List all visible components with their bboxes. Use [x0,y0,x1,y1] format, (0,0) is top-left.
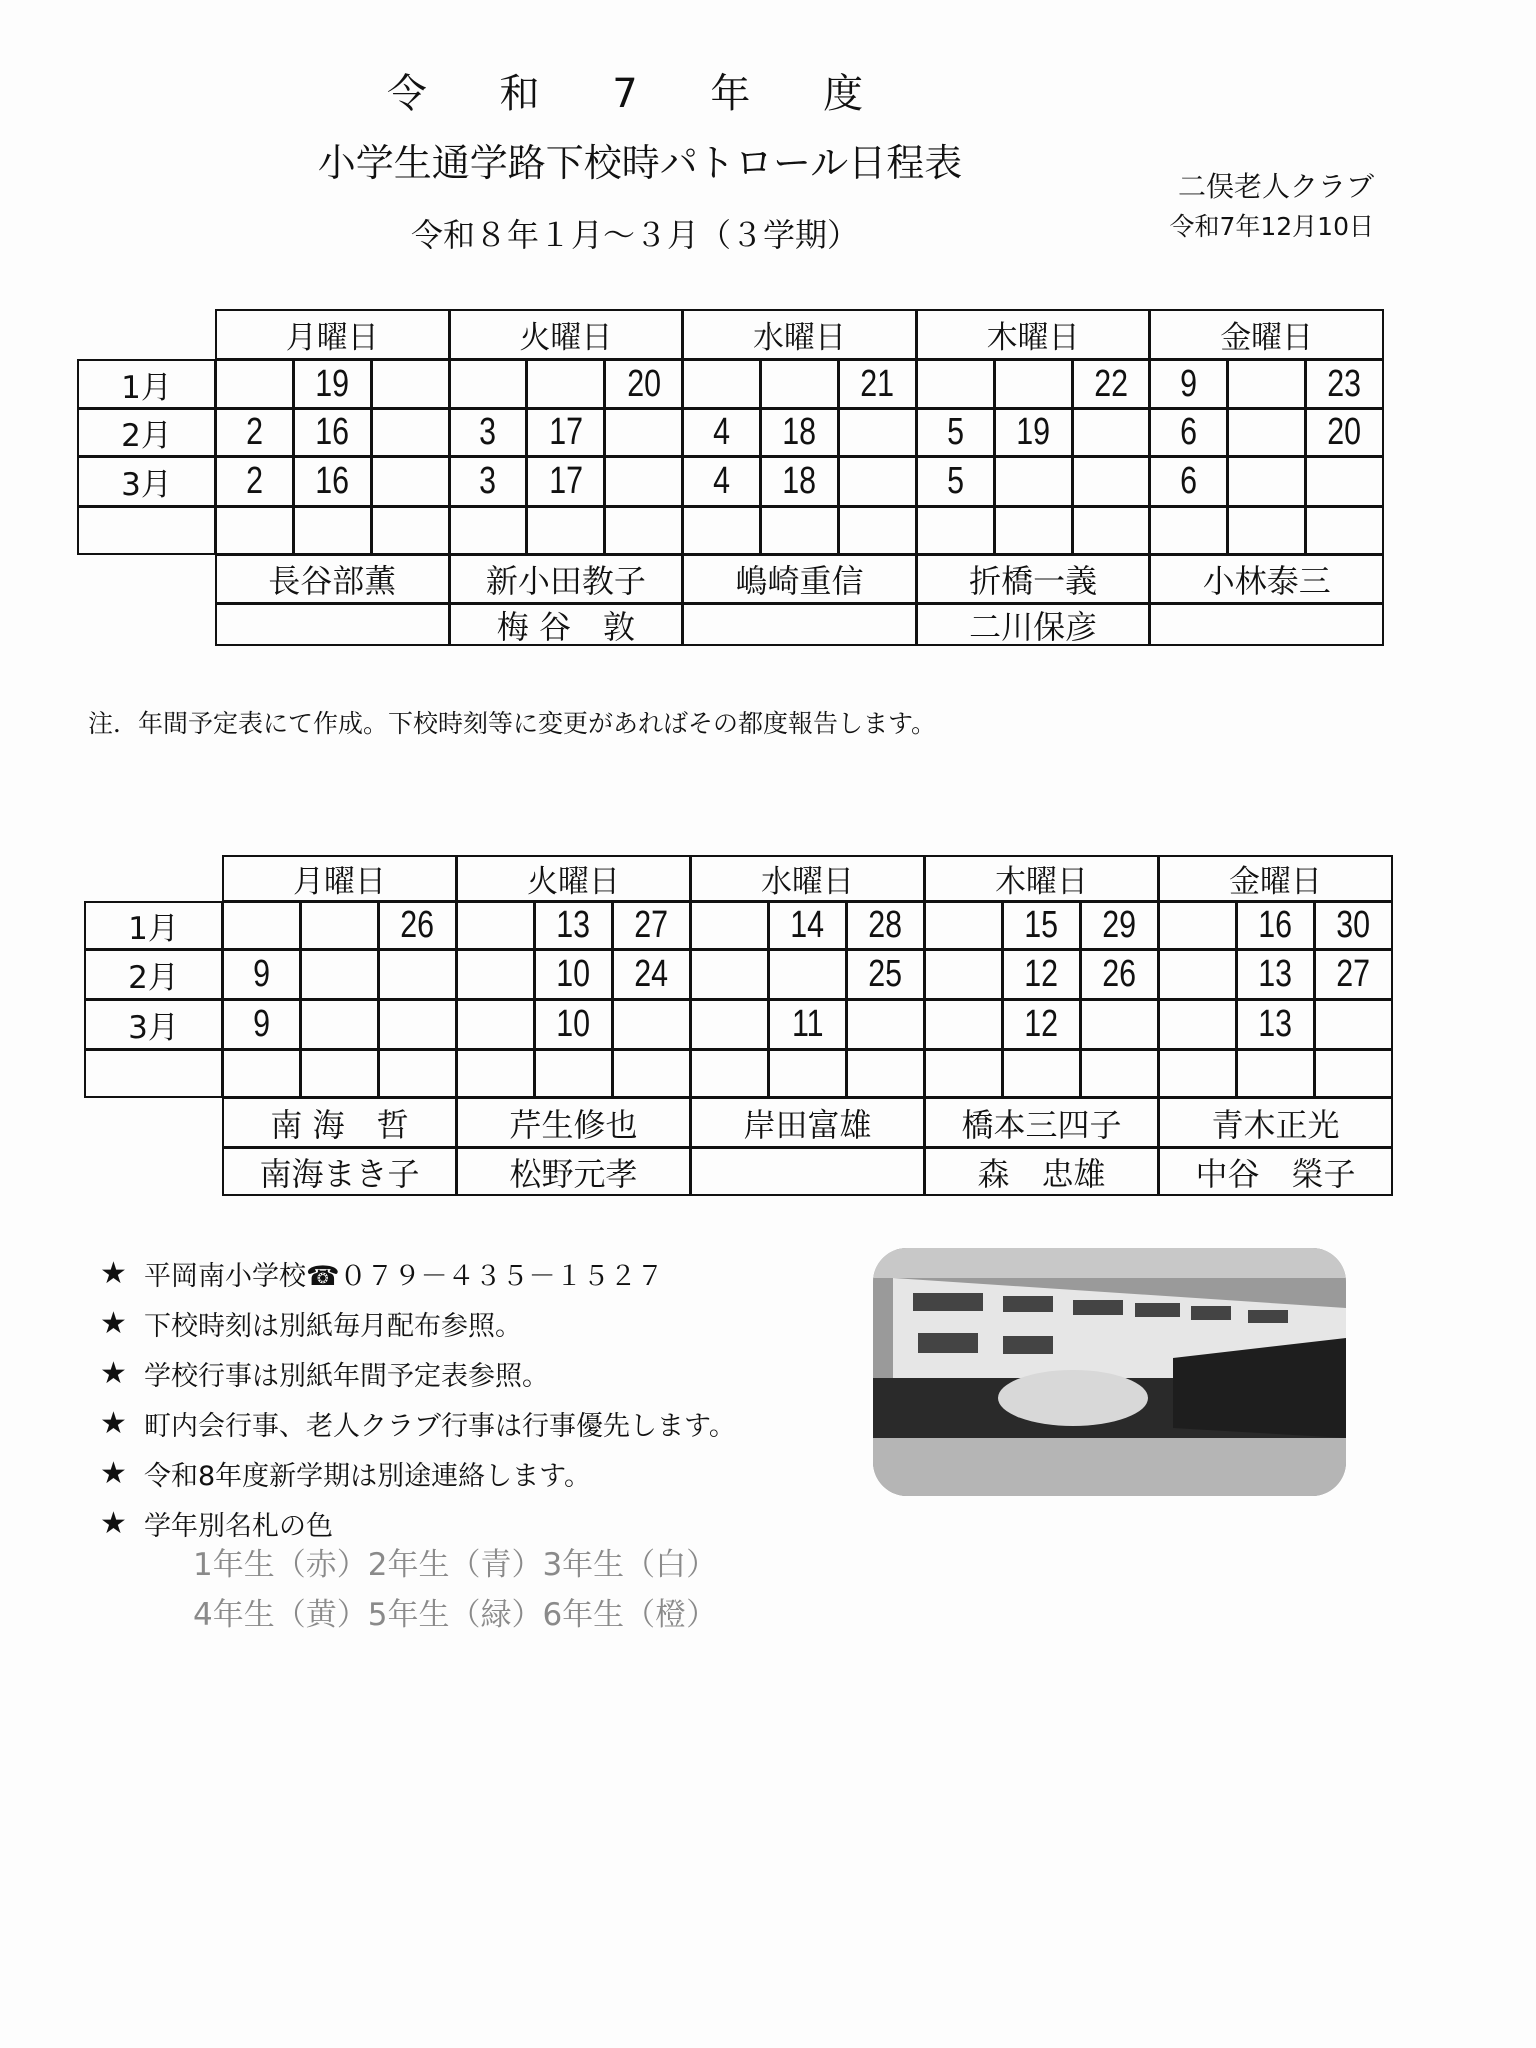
school-building-photo [873,1248,1346,1496]
date-cell [1314,949,1393,1000]
date-cell [768,999,847,1050]
star-icon: ★ [100,1455,127,1491]
patrol-date: 5 [946,411,964,453]
patroller-name: 松野元孝 [456,1147,691,1196]
patroller-name: 南 海 哲 [222,1097,457,1148]
date-cell [526,456,605,507]
document-subtitle: 小学生通学路下校時パトロール日程表 [317,141,963,185]
table-corner [84,855,223,902]
month-label: 1月 [77,359,216,409]
date-cell [1149,359,1228,409]
patrol-date: 15 [1024,904,1059,946]
patrol-schedule-table-1 [78,310,1384,646]
star-icon: ★ [100,1355,127,1391]
date-cell [604,506,683,555]
patrol-date: 29 [1102,904,1137,946]
date-cell [215,456,294,507]
weekday-header: 木曜日 [924,855,1159,902]
patroller-name: 二川保彦 [916,603,1151,646]
weekday-header: 木曜日 [916,309,1151,360]
date-cell [994,506,1073,555]
date-cell [846,949,925,1000]
patrol-date: 10 [556,1003,591,1045]
date-cell [682,408,761,457]
date-cell [916,408,995,457]
weekday-header: 水曜日 [690,855,925,902]
star-icon: ★ [100,1305,127,1341]
patrol-date: 9 [1180,362,1198,405]
date-cell [1149,408,1228,457]
patrol-date: 13 [1258,953,1293,995]
patrol-date: 19 [315,362,350,405]
date-cell [1072,359,1151,409]
patrol-date: 18 [782,460,817,502]
date-cell [612,1049,691,1098]
date-cell [1314,999,1393,1050]
patrol-date: 23 [1327,362,1362,405]
grade-color-list [193,1540,717,1640]
date-cell [526,408,605,457]
date-cell [456,1049,535,1098]
note-text: 注．年間予定表にて作成。下校時刻等に変更があればその都度報告します。 [88,709,937,738]
date-cell [1080,901,1159,950]
grade-colors-line: 1年生（赤）2年生（青）3年生（白） [193,1547,718,1583]
date-cell [534,999,613,1050]
patrol-date: 16 [315,460,350,502]
date-cell [604,359,683,409]
date-cell [838,359,917,409]
patrol-date: 6 [1180,460,1198,502]
date-cell [526,359,605,409]
weekday-header: 月曜日 [215,309,450,360]
date-cell [526,506,605,555]
date-cell [924,1049,1003,1098]
date-cell [378,999,457,1050]
date-cell [1002,1049,1081,1098]
patroller-name: 梅 谷 敦 [449,603,684,646]
date-cell [449,359,528,409]
patrol-date: 13 [1258,1003,1293,1045]
month-label: 3月 [77,456,216,507]
date-cell [846,999,925,1050]
note-item [100,1448,736,1498]
patrol-date: 13 [556,904,591,946]
notes-list [100,1248,736,1548]
patroller-name: 青木正光 [1158,1097,1393,1148]
date-cell [838,456,917,507]
date-cell [1072,506,1151,555]
patrol-date: 18 [782,411,817,453]
patrol-date: 19 [1016,411,1051,453]
date-cell [222,1049,301,1098]
patrol-date: 30 [1336,904,1371,946]
patrol-date: 28 [868,904,903,946]
date-cell [1227,359,1306,409]
date-cell [690,901,769,950]
note-item-text: 平岡南小学校☎０７９－４３５－１５２７ [144,1260,664,1292]
date-cell [604,408,683,457]
patroller-name: 南海まき子 [222,1147,457,1196]
patroller-name: 芹生修也 [456,1097,691,1148]
date-cell [1080,1049,1159,1098]
date-cell [924,949,1003,1000]
date-cell [300,949,379,1000]
weekday-header: 金曜日 [1149,309,1384,360]
date-cell [293,359,372,409]
date-cell [1314,1049,1393,1098]
patrol-date: 27 [1336,953,1371,995]
date-cell [1227,506,1306,555]
patrol-date: 12 [1024,1003,1059,1045]
date-cell [690,949,769,1000]
patrol-date: 3 [479,460,497,502]
patrol-date: 25 [868,953,903,995]
date-cell [1305,408,1384,457]
date-cell [534,949,613,1000]
date-cell [1305,456,1384,507]
star-icon: ★ [100,1255,127,1291]
patroller-name: 小林泰三 [1149,554,1384,604]
date-cell [1080,999,1159,1050]
date-cell [222,999,301,1050]
date-cell [1002,901,1081,950]
date-cell [293,456,372,507]
note-item-text: 町内会行事、老人クラブ行事は行事優先します。 [144,1410,736,1442]
date-cell [994,456,1073,507]
patrol-date: 9 [253,1003,270,1045]
patrol-date: 14 [790,904,825,946]
patrol-date: 16 [1258,904,1293,946]
note-item [100,1298,736,1348]
patrol-date: 9 [253,953,270,995]
date-cell [1305,359,1384,409]
patrol-date: 6 [1180,411,1198,453]
date-cell [456,901,535,950]
date-cell [1305,506,1384,555]
patroller-name [682,603,917,646]
date-cell [612,901,691,950]
date-cell [449,408,528,457]
date-cell [222,901,301,950]
date-cell [1236,999,1315,1050]
date-cell [300,1049,379,1098]
weekday-header: 水曜日 [682,309,917,360]
note-item-text: 学年別名札の色 [144,1510,333,1542]
date-cell [456,999,535,1050]
date-cell [215,506,294,555]
date-cell [293,408,372,457]
date-cell [682,456,761,507]
date-cell [916,359,995,409]
date-cell [924,999,1003,1050]
note-item [100,1248,736,1298]
date-cell [371,408,450,457]
date-cell [1158,949,1237,1000]
patrol-date: 4 [713,411,731,453]
patroller-name: 長谷部薫 [215,554,450,604]
patrol-date: 27 [634,904,669,946]
date-cell [300,901,379,950]
patrol-date: 26 [400,904,435,946]
date-cell [1158,1049,1237,1098]
note-item-text: 下校時刻は別紙毎月配布参照。 [144,1310,522,1342]
star-icon: ★ [100,1405,127,1441]
date-cell [768,1049,847,1098]
date-cell [534,1049,613,1098]
date-cell [371,359,450,409]
patroller-name: 嶋崎重信 [682,554,917,604]
patrol-date: 26 [1102,953,1137,995]
date-cell [916,456,995,507]
date-cell [534,901,613,950]
date-cell [916,506,995,555]
date-cell [1072,456,1151,507]
grade-colors-line: 4年生（黄）5年生（緑）6年生（橙） [193,1597,718,1633]
month-label: 2月 [84,949,223,1000]
date-cell [222,949,301,1000]
table-corner [77,309,216,360]
date-cell [371,506,450,555]
date-cell [1072,408,1151,457]
organization-name: 二俣老人クラブ [1177,170,1374,203]
patroller-name: 森 忠雄 [924,1147,1159,1196]
date-cell [994,359,1073,409]
weekday-header: 火曜日 [449,309,684,360]
note-item [100,1398,736,1448]
date-cell [604,456,683,507]
date-cell [378,949,457,1000]
patroller-name [1149,603,1384,646]
note-item [100,1348,736,1398]
date-cell [1227,408,1306,457]
patroller-name [690,1147,925,1196]
note-item-text: 令和8年度新学期は別途連絡します。 [144,1460,592,1492]
date-cell [768,949,847,1000]
patroller-name: 折橋一義 [916,554,1151,604]
date-cell [1236,1049,1315,1098]
date-cell [924,901,1003,950]
patroller-name: 中谷 榮子 [1158,1147,1393,1196]
date-cell [1158,901,1237,950]
patrol-date: 20 [1327,411,1362,453]
date-cell [1158,999,1237,1050]
date-cell [378,1049,457,1098]
date-cell [215,408,294,457]
patrol-date: 17 [548,411,583,453]
patrol-date: 21 [860,362,895,405]
date-cell [1002,999,1081,1050]
schedule-period: 令和８年１月～３月（３学期） [410,216,859,254]
date-cell [215,359,294,409]
date-cell [760,359,839,409]
date-cell [760,408,839,457]
patrol-date: 2 [245,411,263,453]
patrol-date: 10 [556,953,591,995]
school-photo-image [873,1248,1346,1496]
date-cell [994,408,1073,457]
star-icon: ★ [100,1505,127,1541]
date-cell [760,456,839,507]
date-cell [1002,949,1081,1000]
patrol-date: 4 [713,460,731,502]
patrol-date: 11 [791,1003,824,1045]
date-cell [293,506,372,555]
patrol-date: 3 [479,411,497,453]
date-cell [1236,949,1315,1000]
patroller-name: 橋本三四子 [924,1097,1159,1148]
document-title: 令 和 7 年 度 [386,71,894,117]
patrol-date: 20 [626,362,661,405]
patrol-date: 16 [315,411,350,453]
issue-date: 令和7年12月10日 [1169,212,1374,241]
weekday-header: 月曜日 [222,855,457,902]
date-cell [378,901,457,950]
date-cell [760,506,839,555]
date-cell [768,901,847,950]
date-cell [1236,901,1315,950]
date-cell [690,1049,769,1098]
date-cell [449,506,528,555]
patrol-date: 24 [634,953,669,995]
weekday-header: 金曜日 [1158,855,1393,902]
date-cell [612,949,691,1000]
patrol-date: 2 [245,460,263,502]
date-cell [682,359,761,409]
date-cell [838,506,917,555]
patroller-name [215,603,450,646]
date-cell [371,456,450,507]
note-item-text: 学校行事は別紙年間予定表参照。 [144,1360,549,1392]
date-cell [846,1049,925,1098]
month-label [84,1049,223,1098]
date-cell [1149,456,1228,507]
month-label: 1月 [84,901,223,950]
patrol-schedule-table-2 [85,856,1393,1196]
date-cell [838,408,917,457]
date-cell [612,999,691,1050]
patroller-name: 新小田教子 [449,554,684,604]
month-label: 2月 [77,408,216,457]
month-label [77,506,216,555]
date-cell [1227,456,1306,507]
date-cell [1149,506,1228,555]
date-cell [682,506,761,555]
date-cell [690,999,769,1050]
patrol-date: 5 [946,460,964,502]
date-cell [1314,901,1393,950]
patrol-date: 12 [1024,953,1059,995]
date-cell [456,949,535,1000]
date-cell [846,901,925,950]
weekday-header: 火曜日 [456,855,691,902]
month-label: 3月 [84,999,223,1050]
patroller-name: 岸田富雄 [690,1097,925,1148]
patrol-date: 17 [548,460,583,502]
date-cell [1080,949,1159,1000]
date-cell [449,456,528,507]
patrol-date: 22 [1094,362,1128,405]
date-cell [300,999,379,1050]
